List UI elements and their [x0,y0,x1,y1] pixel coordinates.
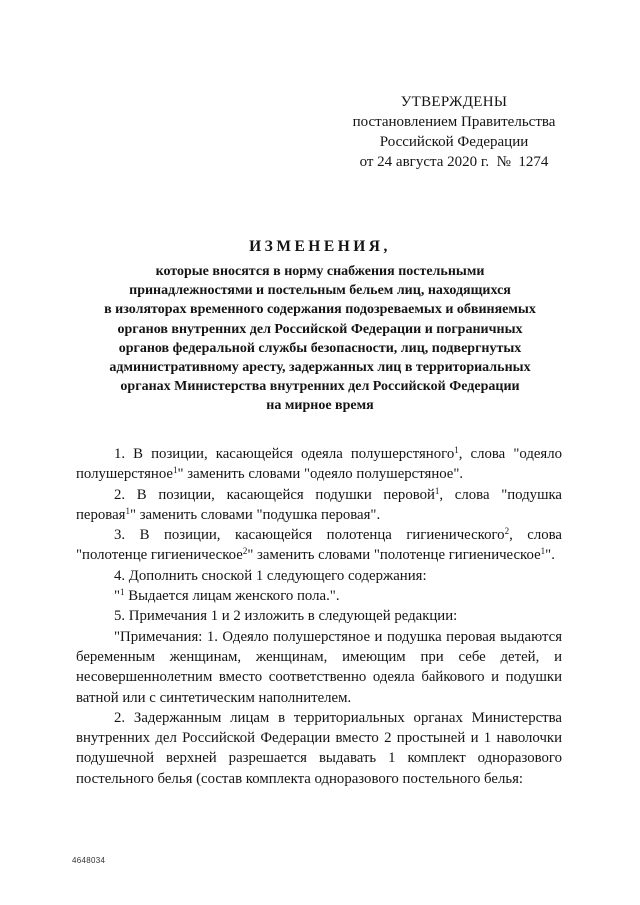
footnote-text [76,586,562,606]
footnote-mark: 2 [504,526,510,537]
item-5: 5. Примечания 1 и 2 изложить в следующей редакции: [114,608,458,625]
item-text: " заменить словами "подушка перовая". [129,506,381,523]
item-text: "одеяло полушерстяное [76,446,563,483]
footnote-mark: 1 [540,546,546,557]
subtitle-line: органов федеральной службы безопасности, лиц, подвергнутых [118,340,522,356]
subtitle-line: которые вносятся в норму снабжения постельными [155,264,485,279]
footnote-mark: 1 [434,485,440,496]
item-text: Выдается лицам женского пола.". [124,588,340,605]
footnote-mark: 1 [454,445,459,455]
item-text: , слова [458,446,506,462]
item-text: ". [545,547,555,564]
document-subtitle [60,262,580,416]
item-text: гигиеническое [448,547,541,564]
subtitle-line: органах Министерства внутренних дел Российской Федерации [120,379,520,395]
document-code: 4648034 [72,856,106,865]
item-4: 4. Дополнить сноской 1 следующего содержания: [114,567,427,584]
document-body [76,444,562,789]
approval-heading: УТВЕРЖДЕНЫ [400,94,508,110]
approval-date-number: от 24 августа 2020 г. № 1274 [359,154,549,170]
item-text: 1. В позиции, касающейся одеяла полушерстяного [114,446,455,462]
footnote-mark: 1 [172,465,178,476]
item-text: "полотенце гигиеническое [76,547,243,564]
item-text: " заменить словами "полотенце [247,547,446,564]
subtitle-line: в изоляторах временного содержания подозреваемых и обвиняемых [104,302,536,318]
subtitle-line: органов внутренних дел Российской Федерации и пограничных [117,321,523,337]
subtitle-line: на мирное время [266,398,374,414]
item-text: " заменить словами "одеяло полушерстяное". [177,466,464,483]
footnote-mark: 1 [120,587,125,598]
item-text: 3. В позиции, касающейся полотенца гигиенического [114,527,505,544]
item-2 [76,485,562,526]
subtitle-line: принадлежностями и постельным бельем лиц, находящихся [129,283,511,299]
note-2: 2. Задержанным лицам в территориальных органах Министерства внутренних дел Российской Федерации вместо 2 простыней и 1 наволочки подушечной верхней разрешается выдавать 1 комплект одноразового постельного белья (состав комплекта одноразового постельного белья: [76,709,562,787]
item-1 [76,444,562,485]
item-text: , слова "подушка [439,486,562,503]
footnote-mark: 1 [125,505,130,516]
approval-block [330,92,578,172]
document-title: ИЗМЕНЕНИЯ, [249,238,391,255]
approval-line: постановлением Правительства [352,114,556,130]
item-text: перовая [76,506,126,523]
footnote-mark: 2 [242,546,248,557]
item-text: , слова [509,527,562,544]
item-3 [76,525,562,566]
note-1: "Примечания: 1. Одеяло полушерстяное и подушка перовая выдаются беременным женщинам, женщинам, имеющим при себе детей, и несовершеннолетним вместо соответственно одеяла байкового и подушки ватной или с синтетическим наполнителем. [76,628,562,706]
approval-line: Российской Федерации [379,134,529,150]
item-text: " [114,588,121,605]
subtitle-line: административному аресту, задержанных лиц в территориальных [109,360,531,376]
item-text: 2. В позиции, касающейся подушки перовой [114,486,435,503]
